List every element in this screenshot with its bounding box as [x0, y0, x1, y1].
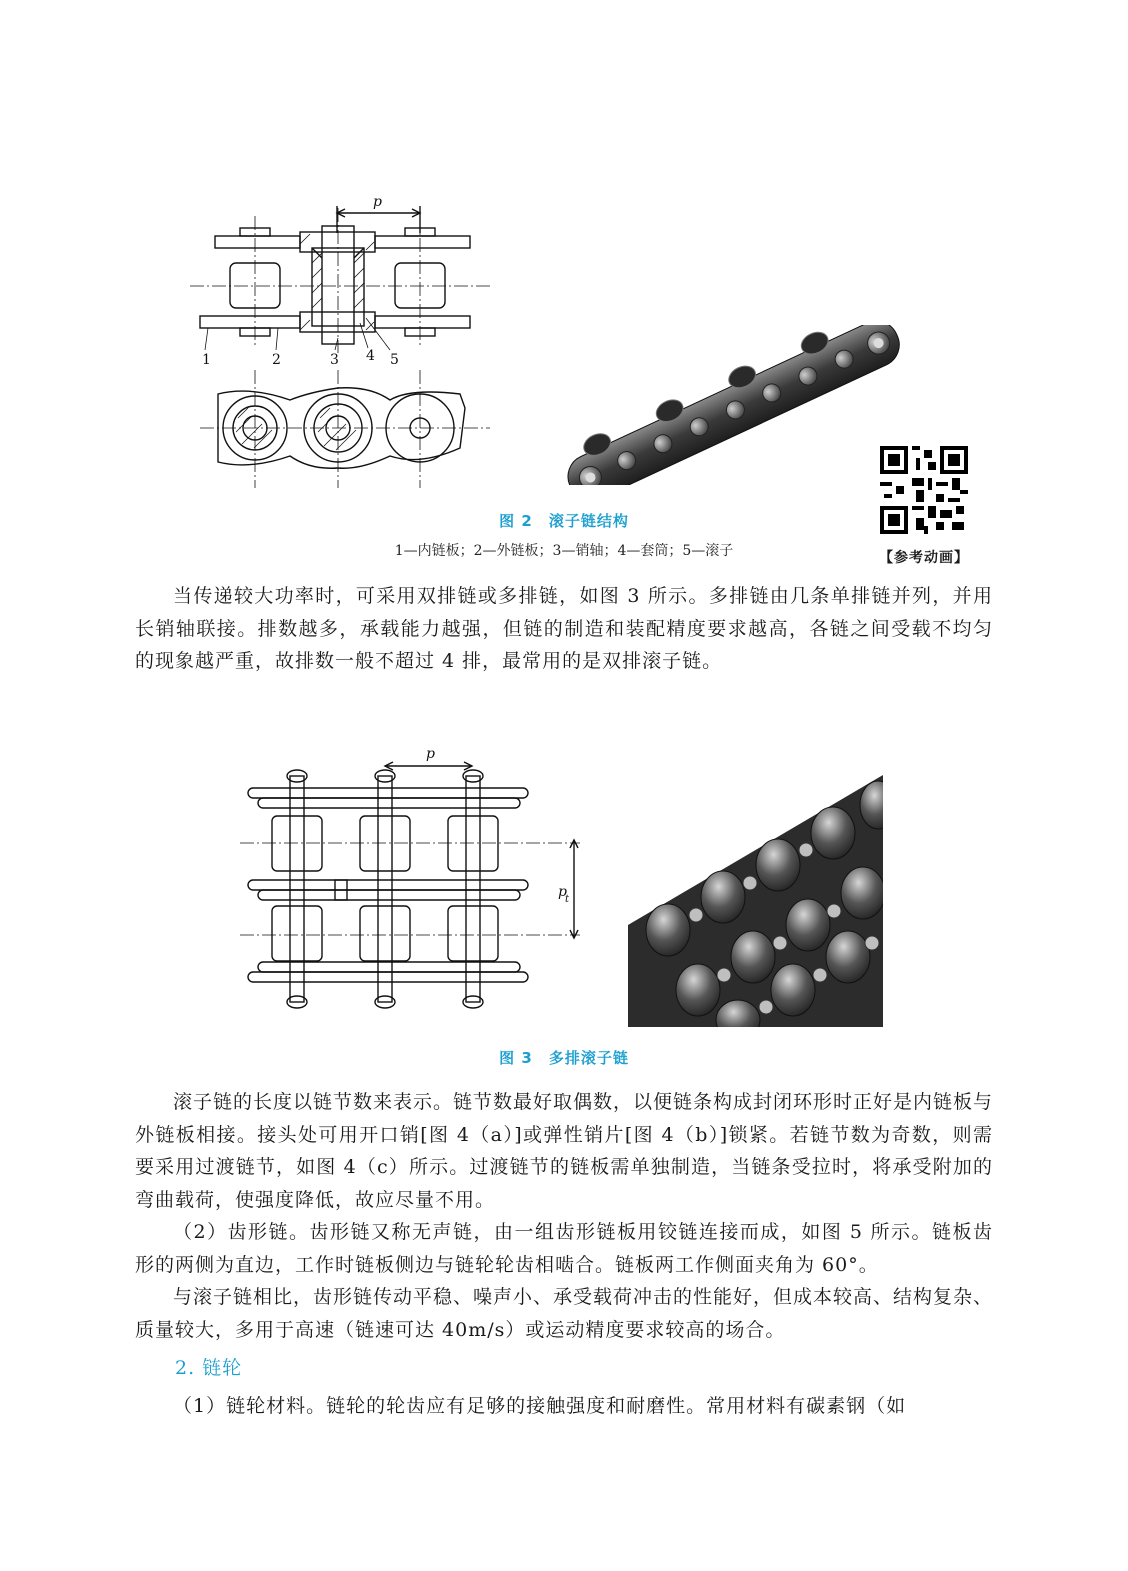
figure2-caption-legend: 1—内链板；2—外链板；3—销轴；4—套筒；5—滚子 [394, 543, 734, 559]
body-text-3 [135, 1390, 993, 1423]
label-row-pitch: p [558, 884, 567, 900]
body-text-1 [135, 580, 993, 678]
label-pitch: p [373, 194, 382, 210]
label-2: 2 [272, 352, 281, 368]
figure2-drawing [190, 188, 500, 498]
paragraph-multi-row-chain: 当传递较大功率时，可采用双排链或多排链，如图 3 所示。多排链由几条单排链并列，并用长销轴联接。排数越多，承载能力越强，但链的制造和装配精度要求越高，各链之间受载不均匀的现象越严重，故排数一般不超过 4 排，最常用的是双排滚子链。 [135, 585, 993, 672]
label-3: 3 [330, 352, 339, 368]
body-text-2 [135, 1086, 993, 1346]
label-row-pitch-sub: t [565, 894, 570, 905]
qr-code-icon[interactable] [880, 446, 968, 534]
figure3-caption-title: 图 3 多排滚子链 [499, 1049, 629, 1067]
paragraph-silent-chain: （2）齿形链。齿形链又称无声链，由一组齿形链板用铰链连接而成，如图 5 所示。链板齿形的两侧为直边，工作时链板侧边与链轮轮齿相啮合。链板两工作侧面夹角为 60°。 [135, 1221, 993, 1276]
qr-label: 【参考动画】 [879, 550, 969, 566]
figure3-chain-photo [628, 775, 883, 1027]
figure2-caption-title: 图 2 滚子链结构 [499, 512, 629, 530]
label-4: 4 [366, 348, 375, 364]
figure3-drawing [240, 740, 600, 1010]
paragraph-sprocket-material: （1）链轮材料。链轮的轮齿应有足够的接触强度和耐磨性。常用材料有碳素钢（如 [173, 1395, 907, 1417]
paragraph-comparison: 与滚子链相比，齿形链传动平稳、噪声小、承受载荷冲击的性能好，但成本较高、结构复杂、质量较大，多用于高速（链速可达 40m/s）或运动精度要求较高的场合。 [135, 1286, 994, 1341]
label-1: 1 [202, 352, 211, 368]
label-5: 5 [390, 352, 399, 368]
label-pitch: p [426, 746, 435, 762]
figure2-chain-photo [555, 325, 930, 485]
section-heading-sprocket: 2. 链轮 [175, 1357, 243, 1379]
paragraph-chain-length: 滚子链的长度以链节数来表示。链节数最好取偶数，以便链条构成封闭环形时正好是内链板与外链板相接。接头处可用开口销[图 4（a）]或弹性销片[图 4（b）]锁紧。若链节数为奇数，则需要采用过渡链节，如图 4（c）所示。过渡链节的链板需单独制造，当链条受拉时，将承受附加的弯曲载荷，使强度降低，故应尽量不用。 [135, 1091, 994, 1211]
